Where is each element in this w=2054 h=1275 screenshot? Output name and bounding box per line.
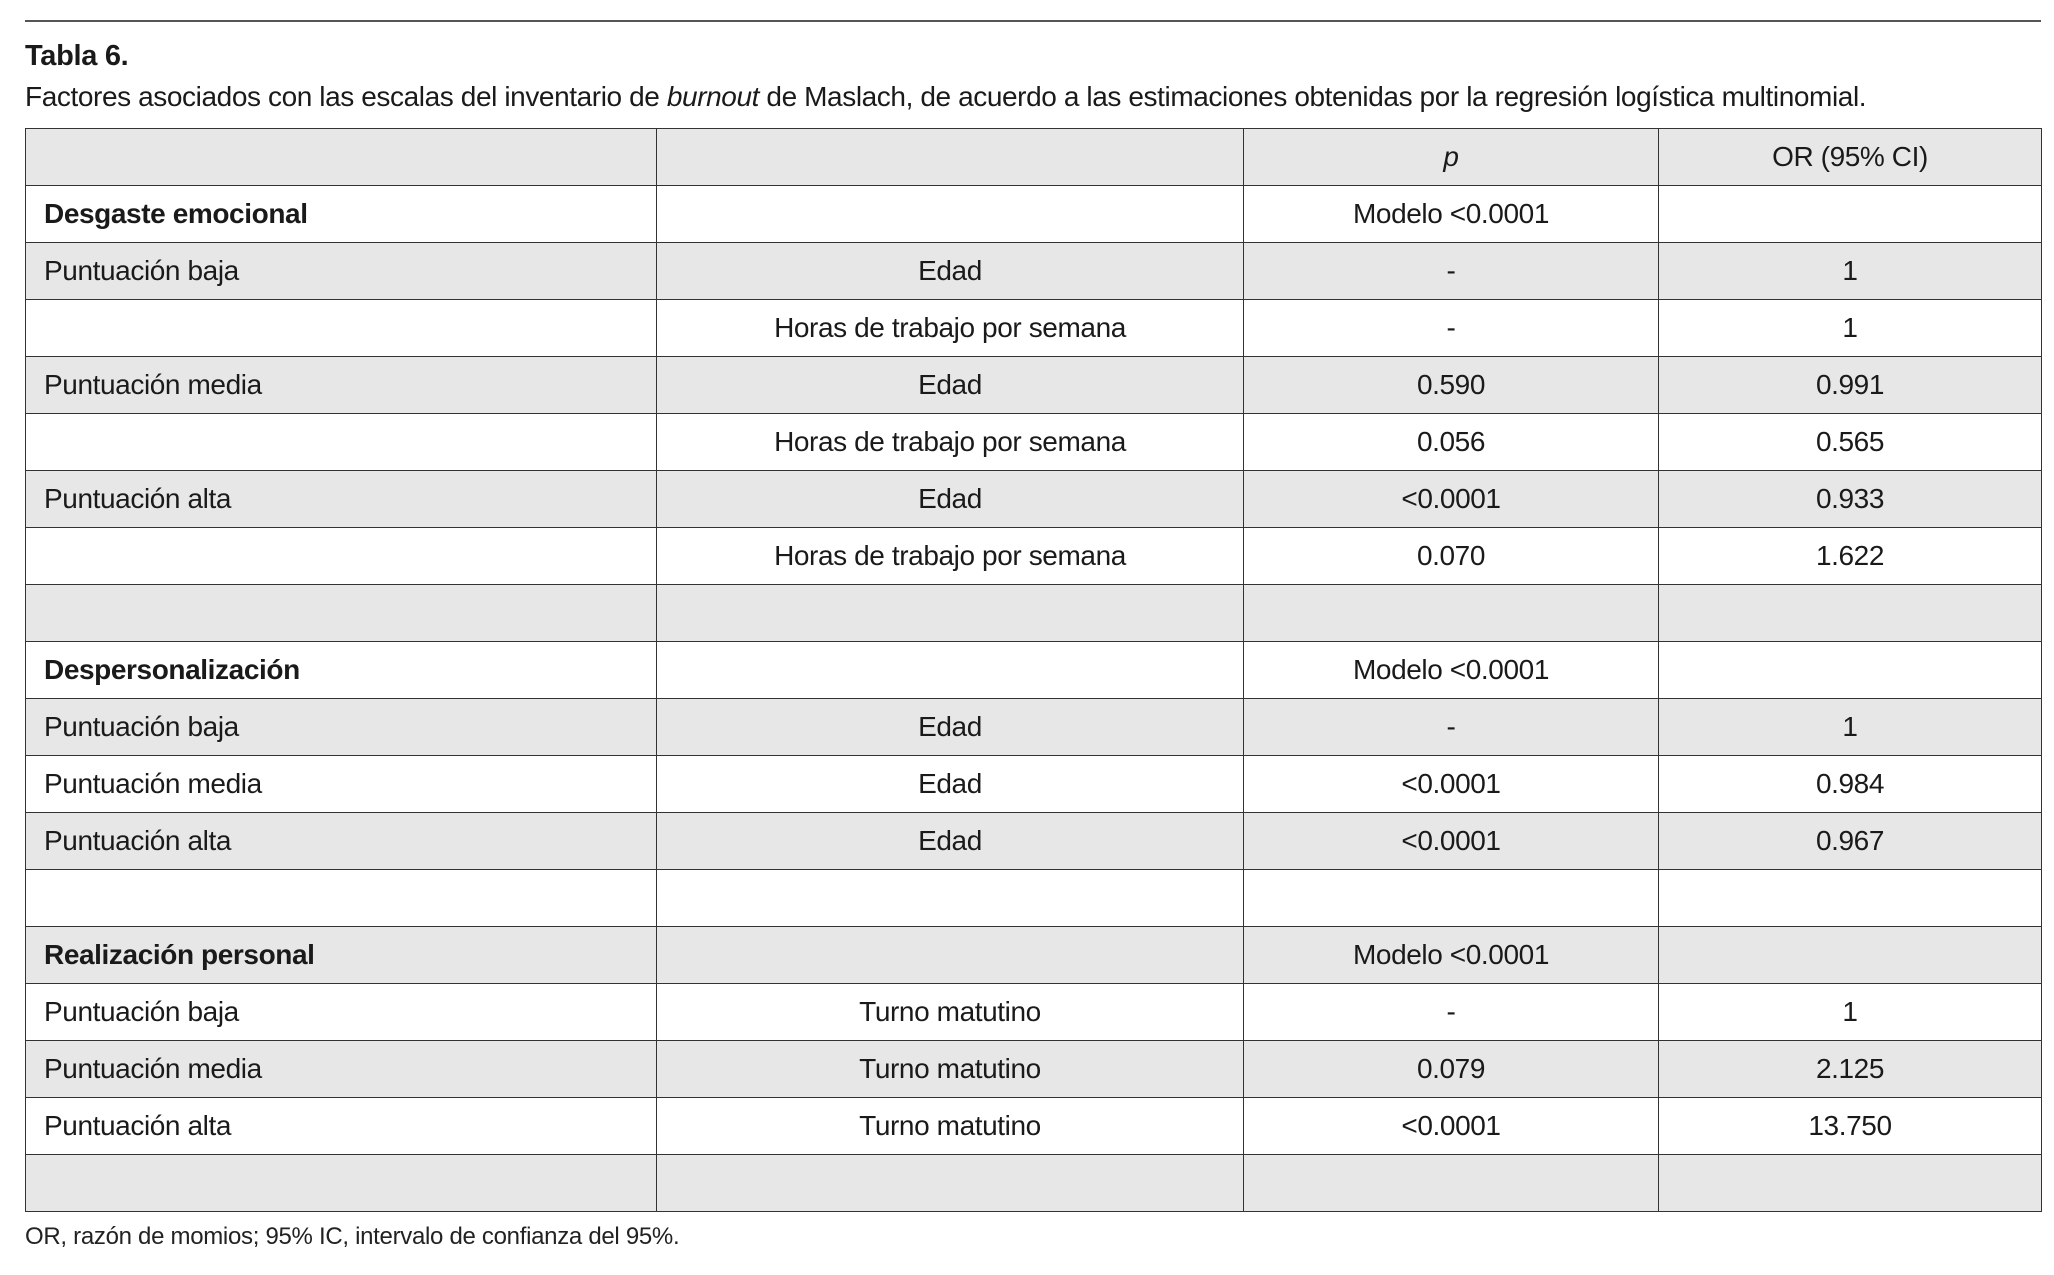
section-row xyxy=(26,186,2042,243)
table-row xyxy=(26,300,2042,357)
variable-cell: Edad xyxy=(657,813,1244,870)
group-cell xyxy=(26,528,657,585)
variable-cell: Horas de trabajo por semana xyxy=(657,414,1244,471)
variable-cell xyxy=(657,1155,1244,1212)
group-cell: Puntuación baja xyxy=(26,984,657,1041)
group-cell: Puntuación media xyxy=(26,756,657,813)
table-title: Tabla 6. xyxy=(25,40,129,72)
odds-ratio-cell xyxy=(1659,585,2042,642)
odds-ratio-cell: 0.565 xyxy=(1659,414,2042,471)
variable-cell: Horas de trabajo por semana xyxy=(657,300,1244,357)
odds-ratio-cell xyxy=(1659,927,2042,984)
table-row xyxy=(26,756,2042,813)
p-value-cell: <0.0001 xyxy=(1244,1098,1659,1155)
variable-cell xyxy=(657,870,1244,927)
table-row xyxy=(26,984,2042,1041)
group-cell xyxy=(26,414,657,471)
p-value-cell: <0.0001 xyxy=(1244,471,1659,528)
p-value-cell: - xyxy=(1244,300,1659,357)
table-row xyxy=(26,813,2042,870)
odds-ratio-cell xyxy=(1659,186,2042,243)
variable-cell: Turno matutino xyxy=(657,1098,1244,1155)
p-value-cell: 0.056 xyxy=(1244,414,1659,471)
group-cell: Puntuación alta xyxy=(26,471,657,528)
table-row xyxy=(26,528,2042,585)
odds-ratio-cell: 1 xyxy=(1659,699,2042,756)
p-value-cell: - xyxy=(1244,243,1659,300)
table-row xyxy=(26,1041,2042,1098)
section-title-cell: Despersonalización xyxy=(26,642,657,699)
p-value-cell xyxy=(1244,585,1659,642)
caption-text-before: Factores asociados con las escalas del inventario de xyxy=(25,81,667,112)
table-row xyxy=(26,1098,2042,1155)
results-table xyxy=(25,128,2042,1212)
p-value-cell: 0.070 xyxy=(1244,528,1659,585)
group-cell xyxy=(26,1155,657,1212)
header-cell-or: OR (95% CI) xyxy=(1659,129,2042,186)
caption-emphasis: burnout xyxy=(666,81,760,112)
variable-cell: Edad xyxy=(657,243,1244,300)
header-row xyxy=(26,129,2042,186)
p-value-cell: Modelo <0.0001 xyxy=(1244,642,1659,699)
section-title-cell: Desgaste emocional xyxy=(26,186,657,243)
odds-ratio-cell: 1 xyxy=(1659,984,2042,1041)
table-row xyxy=(26,471,2042,528)
p-value-cell: 0.079 xyxy=(1244,1041,1659,1098)
odds-ratio-cell: 0.991 xyxy=(1659,357,2042,414)
variable-cell: Turno matutino xyxy=(657,984,1244,1041)
section-title-cell: Realización personal xyxy=(26,927,657,984)
top-rule xyxy=(25,20,2041,22)
p-value-cell: Modelo <0.0001 xyxy=(1244,186,1659,243)
variable-cell: Edad xyxy=(657,756,1244,813)
variable-cell xyxy=(657,927,1244,984)
variable-cell: Horas de trabajo por semana xyxy=(657,528,1244,585)
group-cell xyxy=(26,300,657,357)
variable-cell xyxy=(657,186,1244,243)
group-cell xyxy=(26,870,657,927)
group-cell: Puntuación media xyxy=(26,357,657,414)
p-value-cell: - xyxy=(1244,699,1659,756)
p-value-cell: Modelo <0.0001 xyxy=(1244,927,1659,984)
variable-cell xyxy=(657,585,1244,642)
table-caption xyxy=(25,81,1866,113)
table-row xyxy=(26,243,2042,300)
header-cell-group xyxy=(26,129,657,186)
odds-ratio-cell: 2.125 xyxy=(1659,1041,2042,1098)
group-cell: Puntuación media xyxy=(26,1041,657,1098)
table-row xyxy=(26,414,2042,471)
variable-cell: Edad xyxy=(657,471,1244,528)
variable-cell: Turno matutino xyxy=(657,1041,1244,1098)
table-row xyxy=(26,699,2042,756)
header-cell-variable xyxy=(657,129,1244,186)
group-cell xyxy=(26,585,657,642)
odds-ratio-cell: 0.967 xyxy=(1659,813,2042,870)
odds-ratio-cell xyxy=(1659,870,2042,927)
variable-cell xyxy=(657,642,1244,699)
odds-ratio-cell: 1 xyxy=(1659,300,2042,357)
p-value-cell xyxy=(1244,870,1659,927)
group-cell: Puntuación baja xyxy=(26,243,657,300)
variable-cell: Edad xyxy=(657,699,1244,756)
group-cell: Puntuación alta xyxy=(26,1098,657,1155)
table-row xyxy=(26,870,2042,927)
table-row xyxy=(26,1155,2042,1212)
odds-ratio-cell xyxy=(1659,642,2042,699)
table-footnote: OR, razón de momios; 95% IC, intervalo de confianza del 95%. xyxy=(25,1223,680,1250)
group-cell: Puntuación alta xyxy=(26,813,657,870)
odds-ratio-cell: 1 xyxy=(1659,243,2042,300)
odds-ratio-cell: 1.622 xyxy=(1659,528,2042,585)
table-row xyxy=(26,585,2042,642)
p-value-cell: <0.0001 xyxy=(1244,756,1659,813)
odds-ratio-cell: 0.984 xyxy=(1659,756,2042,813)
section-row xyxy=(26,927,2042,984)
p-value-cell: - xyxy=(1244,984,1659,1041)
table-row xyxy=(26,357,2042,414)
caption-text-after: de Maslach, de acuerdo a las estimaciones obtenidas por la regresión logística multinomial. xyxy=(759,81,1867,112)
p-value-cell xyxy=(1244,1155,1659,1212)
odds-ratio-cell: 0.933 xyxy=(1659,471,2042,528)
odds-ratio-cell: 13.750 xyxy=(1659,1098,2042,1155)
header-cell-p: p xyxy=(1244,129,1659,186)
variable-cell: Edad xyxy=(657,357,1244,414)
group-cell: Puntuación baja xyxy=(26,699,657,756)
section-row xyxy=(26,642,2042,699)
odds-ratio-cell xyxy=(1659,1155,2042,1212)
p-value-cell: <0.0001 xyxy=(1244,813,1659,870)
p-value-cell: 0.590 xyxy=(1244,357,1659,414)
